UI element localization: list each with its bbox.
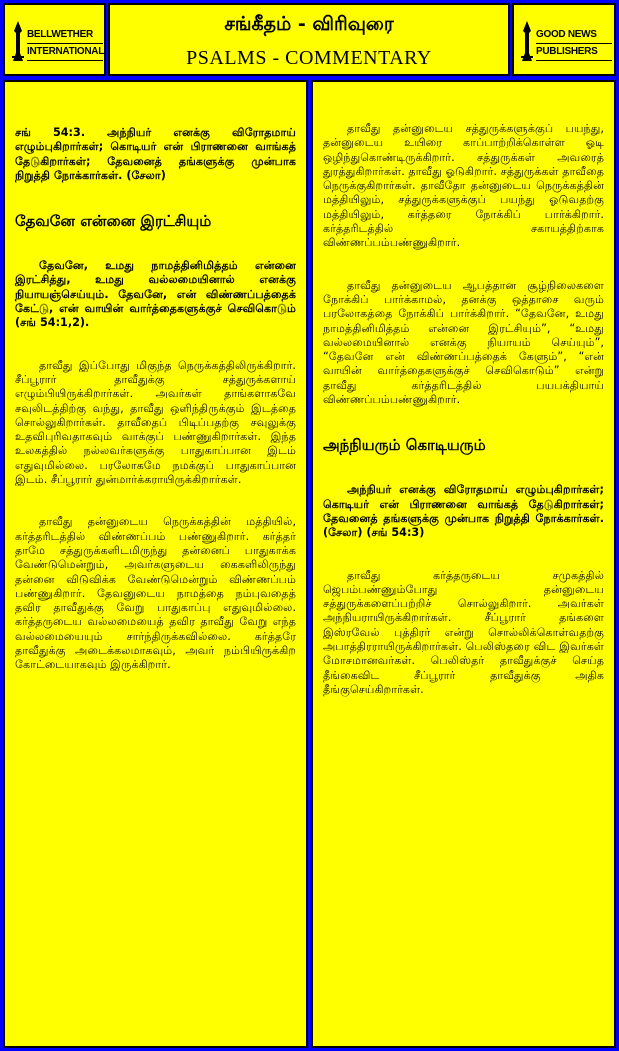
right-logo-line-2: PUBLISHERS: [536, 44, 612, 61]
pen-nib-icon: [11, 21, 25, 61]
paragraph: தாவீது இப்போது மிகுந்த நெருக்கத்திலிருக்கிறார். சீப்பூரார் தாவீதுக்கு சத்துருக்களாய் எழும்பியிருக்கிறார்கள். அவர்கள் தாங்களாகவே சவுலிடத்திற்கு வந்து, தாவீது ஒளிந்திருக்கும் இடத்தை சொல்லுகிறார்கள். தாவீதைப் பிடிப்பதற்கு சவுலுக்கு உதவிபுரிவதாகவும் வாக்குப் பண்ணுகிறார்கள். இந்த உலகத்தில் நல்லவர்களுக்கு பாதுகாப்பான இடம் எதுவுமில்லை. பரலோகமே நமக்குப் பாதுகாப்பான இடம். சீப்பூரார் துன்மார்க்கராயிருக்கிறார்கள்.: [15, 358, 296, 487]
left-logo-line-2: INTERNATIONAL: [27, 44, 103, 61]
good-news-logo-box: [512, 3, 616, 76]
verse-block: தேவனே, உமது நாமத்தினிமித்தம் என்னை இரட்சித்து, உமது வல்லமையினால் எனக்கு நியாயஞ்செய்யும். தேவனே, என் விண்ணப்பத்தைக் கேட்டு, என் வாயின் வார்த்தைகளுக்குச் செவிகொடும் (சங் 54:1,2).: [15, 259, 296, 330]
title-tamil: சங்கீதம் - விரிவுரை: [224, 13, 394, 35]
bellwether-logo: [11, 19, 103, 65]
paragraph: தாவீது கர்த்தருடைய சமுகத்தில் ஜெபம்பண்ணும்போது தன்னுடைய சத்துருக்களைப்பற்றிச் சொல்லுகிறார். அவர்கள் அந்நியராயிருக்கிறார்கள். சீப்பூரார் தங்களை இஸ்ரவேல் புத்திரர் என்று சொல்லிக்கொள்வதற்கு அபாத்திரராயிருக்கிறார்கள். பெலிஸ்தரை விட இவர்கள் மோசமானவர்கள். பெலிஸ்தர் தாவீதுக்குச் செய்த தீங்கைவிட சீப்பூரார் தாவீதுக்கு அதிக தீங்குசெய்கிறார்கள்.: [323, 568, 604, 696]
pen-nib-icon: [520, 21, 534, 61]
verse-block: அந்நியர் எனக்கு விரோதமாய் எழும்புகிறார்கள்; கொடியர் என் பிராணனை வாங்கத் தேடுகிறார்கள்; தேவனைத் தங்களுக்கு முன்பாக நிறுத்தி நோக்கார்கள். (சேலா) (சங் 54:3): [323, 483, 604, 540]
title-english: PSALMS - COMMENTARY: [186, 47, 432, 69]
section-heading-strangers: அந்நியரும் கொடியரும்: [323, 436, 486, 455]
right-logo-line-1: GOOD NEWS: [536, 27, 612, 44]
bellwether-logo-box: [3, 3, 106, 76]
section-heading-save-me: தேவனே என்னை இரட்சியும்: [15, 212, 212, 231]
paragraph: தாவீது தன்னுடைய சத்துருக்களுக்குப் பயந்து, தன்னுடைய உயிரை காப்பாற்றிக்கொள்ள ஓடி ஒழிந்துகொண்டிருக்கிறார். சத்துருக்கள் அவரைத் துரத்துகிறார்கள். தாவீது ஓடுகிறார். சத்துருக்கள் தாவீதை நெருக்குகிறார்கள். தாவீதோ தன்னுடைய நெருக்கத்தின் மத்தியிலும், சத்துருக்களுக்குப் பயந்து ஓடுவதற்கு மத்தியிலும், கர்த்தரை நோக்கிப் பார்க்கிறார். கர்த்தரிடத்தில் சகாயத்திற்காக விண்ணப்பம்பண்ணுகிறார்.: [323, 122, 604, 250]
left-column: [3, 80, 308, 1048]
paragraph: தாவீது தன்னுடைய நெருக்கத்தின் மத்தியில், கர்த்தரிடத்தில் விண்ணப்பம் பண்ணுகிறார். கர்த்தர் தாமே சத்துருக்களிடமிருந்து தன்னைப் பாதுகாக்க வேண்டுமென்றும், அவர்களுடைய கைகளிலிருந்து தன்னை விடுவிக்க வேண்டுமென்றும் விண்ணப்பம் பண்ணுகிறார். தேவனுடைய நாமத்தை நம்புவதைத் தவிர தாவீதுக்கு வேறு பாதுகாப்பு எதுவுமில்லை. கர்த்தருடைய வல்லமையைத் தவிர தாவீது வேறு எந்த வல்லமையையும் சார்ந்திருக்கவில்லை. கர்த்தரே தாவீதுக்கு அடைக்கலமாகவும், அவர் நம்பியிருக்கிற கோட்டையாகவும் இருக்கிறார்.: [15, 515, 296, 672]
verse-intro: சங் 54:3. அந்நியர் எனக்கு விரோதமாய் எழும்புகிறார்கள்; கொடியர் என் பிராணனை வாங்கத் தேடுகிறார்கள்; தேவனைத் தங்களுக்கு முன்பாக நிறுத்தி நோக்கார்கள். (சேலா): [15, 126, 296, 182]
left-logo-line-1: BELLWETHER: [27, 27, 103, 44]
good-news-logo: [520, 19, 612, 65]
title-box: [108, 3, 510, 76]
paragraph: தாவீது தன்னுடைய ஆபத்தான சூழ்நிலைகளை நோக்கிப் பார்க்காமல், தனக்கு ஒத்தாசை வரும் பரலோகத்தை நோக்கிப் பார்க்கிறார். “தேவனே, உமது நாமத்தினிமித்தம் என்னை இரட்சியும்”, “உமது வல்லமையினால் எனக்கு நியாயம் செய்யும்”, “தேவனே என் விண்ணப்பத்தைக் கேளும்”, “என் வாயின் வார்த்தைகளுக்குச் செவிகொடும்” என்று தாவீது கர்த்தரிடத்தில் பயபக்தியாய் விண்ணப்பம்பண்ணுகிறார்.: [323, 278, 604, 407]
right-column: [311, 80, 616, 1048]
